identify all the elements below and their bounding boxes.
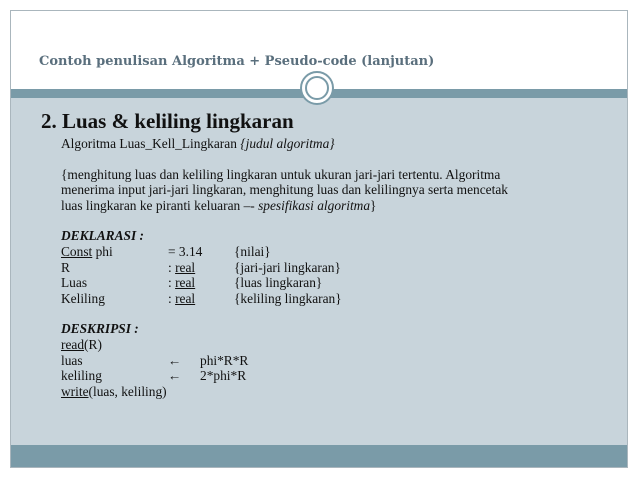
footer-band — [11, 445, 627, 467]
slide — [10, 10, 628, 468]
write-keyword: write — [61, 383, 89, 399]
spec-line-3-end: } — [370, 197, 377, 213]
assign-lhs: luas — [61, 352, 83, 368]
decl-row — [61, 260, 607, 276]
decl-identifier: Keliling — [61, 290, 105, 306]
spec-line-3-text: luas lingkaran ke piranti keluaran –- — [61, 197, 259, 213]
assign-rhs: 2*phi*R — [200, 368, 247, 384]
decl-type — [168, 260, 234, 276]
decl-comment: {jari-jari lingkaran} — [234, 259, 341, 275]
slide-body — [61, 136, 607, 399]
decl-type — [168, 275, 234, 291]
assign-row — [61, 353, 607, 369]
decl-type-name: real — [175, 290, 196, 306]
slide-content — [41, 109, 607, 399]
decl-row — [61, 291, 607, 307]
spec-line-3 — [61, 198, 607, 214]
decl-identifier: Luas — [61, 275, 88, 291]
assign-arrow: ← — [168, 368, 182, 384]
decl-comment: {nilai} — [234, 243, 271, 259]
write-args: (luas, keliling) — [88, 383, 167, 399]
ring-inner — [305, 76, 329, 100]
assign-arrow: ← — [168, 352, 182, 368]
read-args: (R) — [84, 336, 102, 352]
decl-comment: {keliling lingkaran} — [234, 290, 342, 306]
decl-sep: : — [168, 275, 176, 291]
read-statement — [61, 337, 607, 353]
decl-keyword: Const — [61, 243, 93, 259]
decl-comment: {luas lingkaran} — [234, 275, 323, 291]
decl-identifier: phi — [92, 243, 113, 259]
deskripsi-title: DESKRIPSI : — [61, 321, 139, 337]
write-statement — [61, 384, 607, 400]
deklarasi-title: DEKLARASI : — [61, 228, 144, 244]
algorithm-name: Algoritma Luas_Kell_Lingkaran — [61, 136, 241, 151]
decl-sep: : — [168, 259, 176, 275]
decl-sep: : — [168, 290, 176, 306]
read-keyword: read — [61, 336, 85, 352]
ring-decoration-icon — [300, 71, 334, 105]
decl-type-name: real — [175, 259, 196, 275]
decl-name — [61, 244, 168, 260]
assign-row — [61, 368, 607, 384]
decl-value: = 3.14 — [168, 243, 203, 259]
assign-lhs: keliling — [61, 368, 102, 384]
algorithm-comment: {judul algoritma} — [240, 136, 335, 151]
spec-line-3-italic: spesifikasi algoritma — [258, 197, 371, 213]
decl-identifier: R — [61, 259, 70, 275]
decl-row — [61, 244, 607, 260]
specification — [61, 167, 607, 214]
decl-type-name: real — [175, 275, 196, 291]
spec-line-2: menerima input jari-jari lingkaran, menghitung luas dan kelilingnya serta mencetak — [61, 182, 508, 198]
slide-heading: 2. Luas & keliling lingkaran — [41, 109, 294, 133]
assign-rhs: phi*R*R — [200, 352, 249, 368]
decl-type — [168, 291, 234, 307]
algorithm-title-line — [61, 136, 607, 152]
header-title: Contoh penulisan Algoritma + Pseudo-code (lanjutan) — [39, 54, 435, 69]
decl-row — [61, 275, 607, 291]
spec-line-1: {menghitung luas dan keliling lingkaran untuk ukuran jari-jari tertentu. Algoritma — [61, 166, 501, 182]
